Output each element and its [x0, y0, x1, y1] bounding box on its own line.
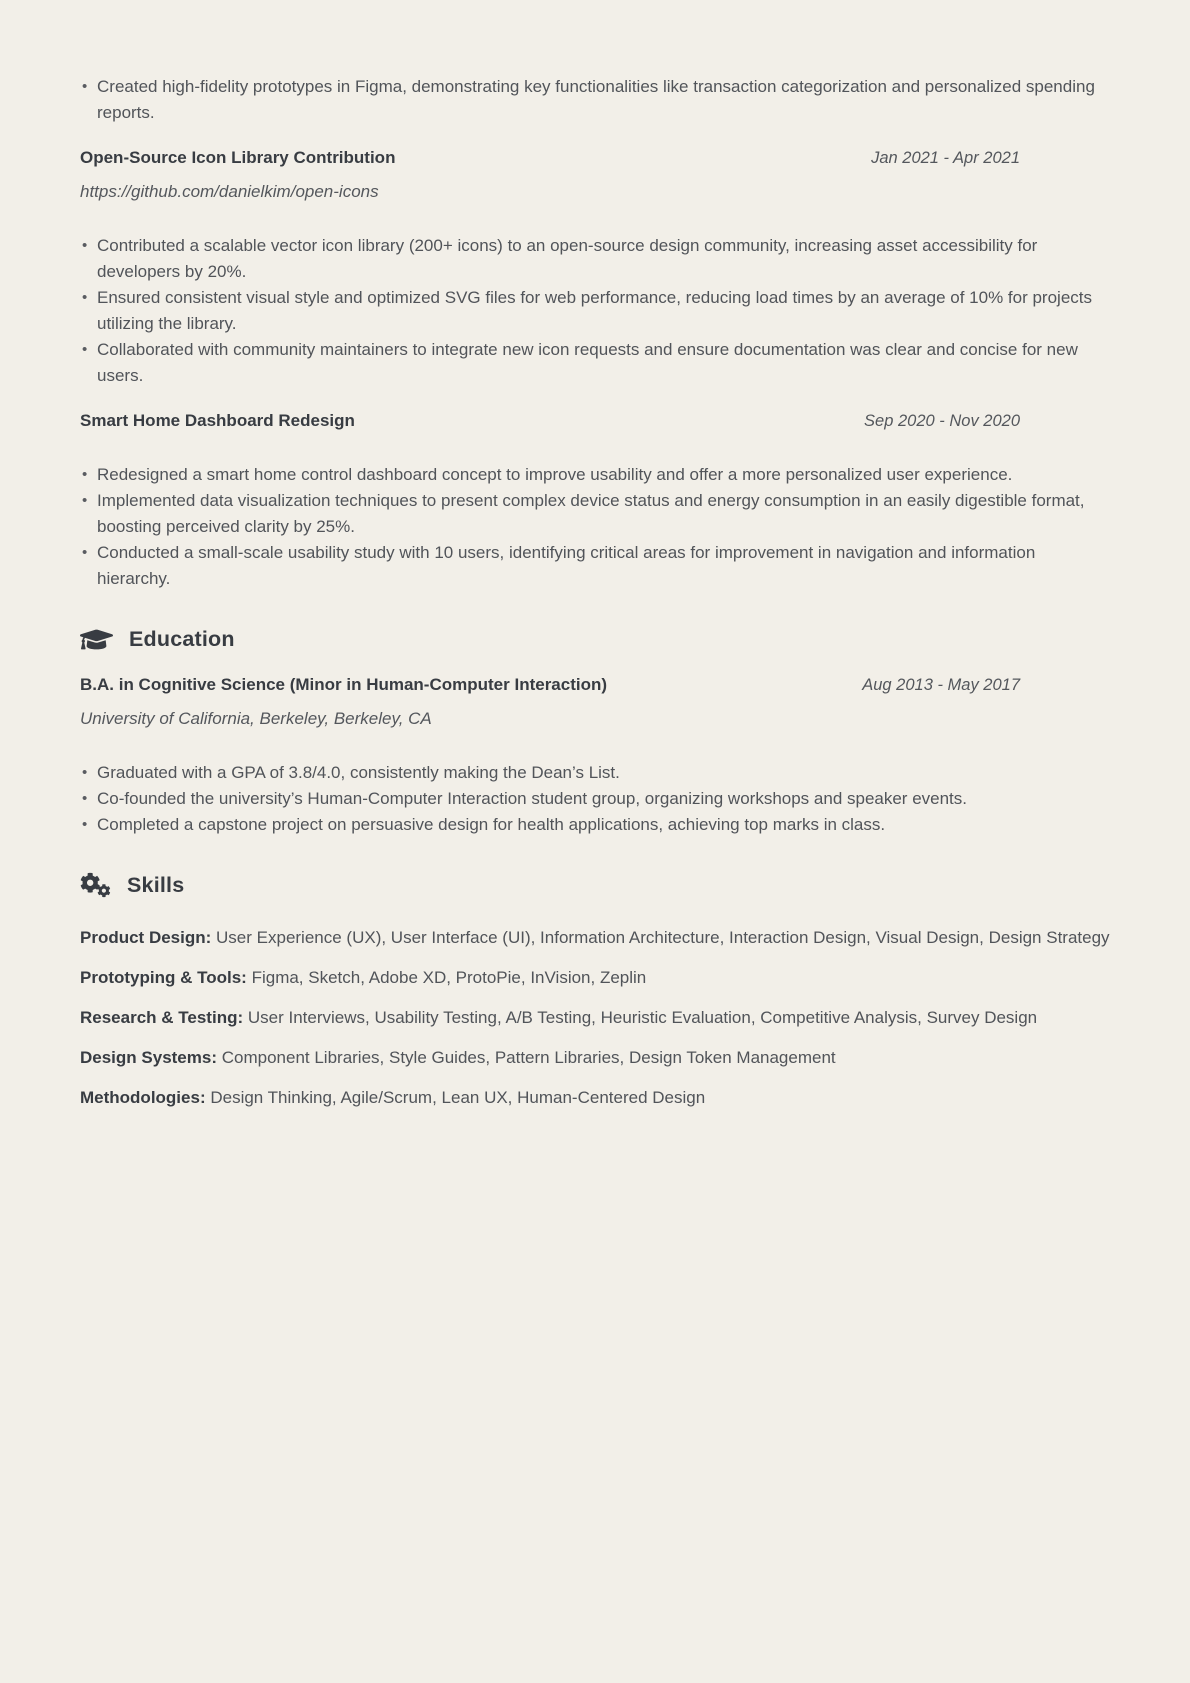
skills-group-research-testing: [80, 1005, 1110, 1031]
entry-school: University of California, Berkeley, Berkeley, CA: [80, 709, 432, 728]
entry-header: [80, 672, 1110, 698]
skills-group-items: Figma, Sketch, Adobe XD, ProtoPie, InVision, Zeplin: [251, 968, 647, 987]
bullet-item: • Contributed a scalable vector icon library (200+ icons) to an open-source design community, increasing asset accessibility for developers by 20%.: [80, 233, 1110, 285]
bullet-item: • Conducted a small-scale usability study with 10 users, identifying critical areas for improvement in navigation and information hierarchy.: [80, 540, 1110, 592]
skills-group-label: Methodologies:: [80, 1088, 206, 1107]
skills-group-label: Product Design:: [80, 928, 212, 947]
section-title-education: Education: [129, 627, 235, 651]
skills-group-design-systems: [80, 1045, 1110, 1071]
bullet-item: • Created high-fidelity prototypes in Figma, demonstrating key functionalities like transaction categorization and personalized spending reports.: [80, 74, 1110, 126]
skills-group-methodologies: [80, 1085, 1110, 1111]
skills-group-prototyping-tools: [80, 965, 1110, 991]
skills-group-items: User Interviews, Usability Testing, A/B Testing, Heuristic Evaluation, Competitive Analysis, Survey Design: [247, 1008, 1038, 1027]
experience-bullets-continued: [80, 74, 1110, 126]
entry-date: Jan 2021 - Apr 2021: [871, 149, 1020, 167]
bullet-item: • Co-founded the university’s Human-Computer Interaction student group, organizing workshops and speaker events.: [80, 786, 1110, 812]
bullet-item: • Implemented data visualization techniques to present complex device status and energy consumption in an easily digestible format, boosting perceived clarity by 25%.: [80, 488, 1110, 540]
entry-header: [80, 145, 1110, 171]
entry-link-url: https://github.com/danielkim/open-icons: [80, 182, 379, 201]
entry-bullet-list: [80, 760, 1110, 838]
entry-bullet-list: [80, 233, 1110, 389]
entry-date: Aug 2013 - May 2017: [862, 676, 1020, 694]
bullet-item: • Completed a capstone project on persuasive design for health applications, achieving top marks in class.: [80, 812, 1110, 838]
entry-education-berkeley: [80, 672, 1110, 838]
bullet-item: • Graduated with a GPA of 3.8/4.0, consistently making the Dean’s List.: [80, 760, 1110, 786]
skills-group-items: Design Thinking, Agile/Scrum, Lean UX, Human-Centered Design: [210, 1088, 706, 1107]
entry-date: Sep 2020 - Nov 2020: [864, 412, 1020, 430]
section-header-education: [80, 625, 1110, 653]
section-header-skills: [80, 871, 1110, 899]
entry-bullet-list: [80, 462, 1110, 592]
gears-icon: [80, 872, 111, 898]
entry-title: B.A. in Cognitive Science (Minor in Human-Computer Interaction): [80, 675, 608, 694]
skills-group-label: Research & Testing:: [80, 1008, 244, 1027]
skills-group-label: Prototyping & Tools:: [80, 968, 247, 987]
skills-group-label: Design Systems:: [80, 1048, 217, 1067]
section-title-skills: Skills: [127, 873, 185, 897]
entry-open-source-icon-library: [80, 145, 1110, 389]
bullet-item: • Collaborated with community maintainers to integrate new icon requests and ensure documentation was clear and concise for new users.: [80, 337, 1110, 389]
skills-group-product-design: [80, 925, 1110, 951]
entry-header: [80, 408, 1110, 434]
graduation-cap-icon: [80, 626, 113, 653]
entry-title: Smart Home Dashboard Redesign: [80, 411, 355, 430]
entry-smart-home-dashboard: [80, 408, 1110, 592]
entry-title: Open-Source Icon Library Contribution: [80, 148, 396, 167]
skills-group-items: User Experience (UX), User Interface (UI), Information Architecture, Interaction Design, Visual Design, Design Strategy: [216, 928, 1110, 947]
skills-group-items: Component Libraries, Style Guides, Pattern Libraries, Design Token Management: [221, 1048, 836, 1067]
bullet-item: • Ensured consistent visual style and optimized SVG files for web performance, reducing load times by an average of 10% for projects utilizing the library.: [80, 285, 1110, 337]
bullet-item: • Redesigned a smart home control dashboard concept to improve usability and offer a more personalized user experience.: [80, 462, 1110, 488]
